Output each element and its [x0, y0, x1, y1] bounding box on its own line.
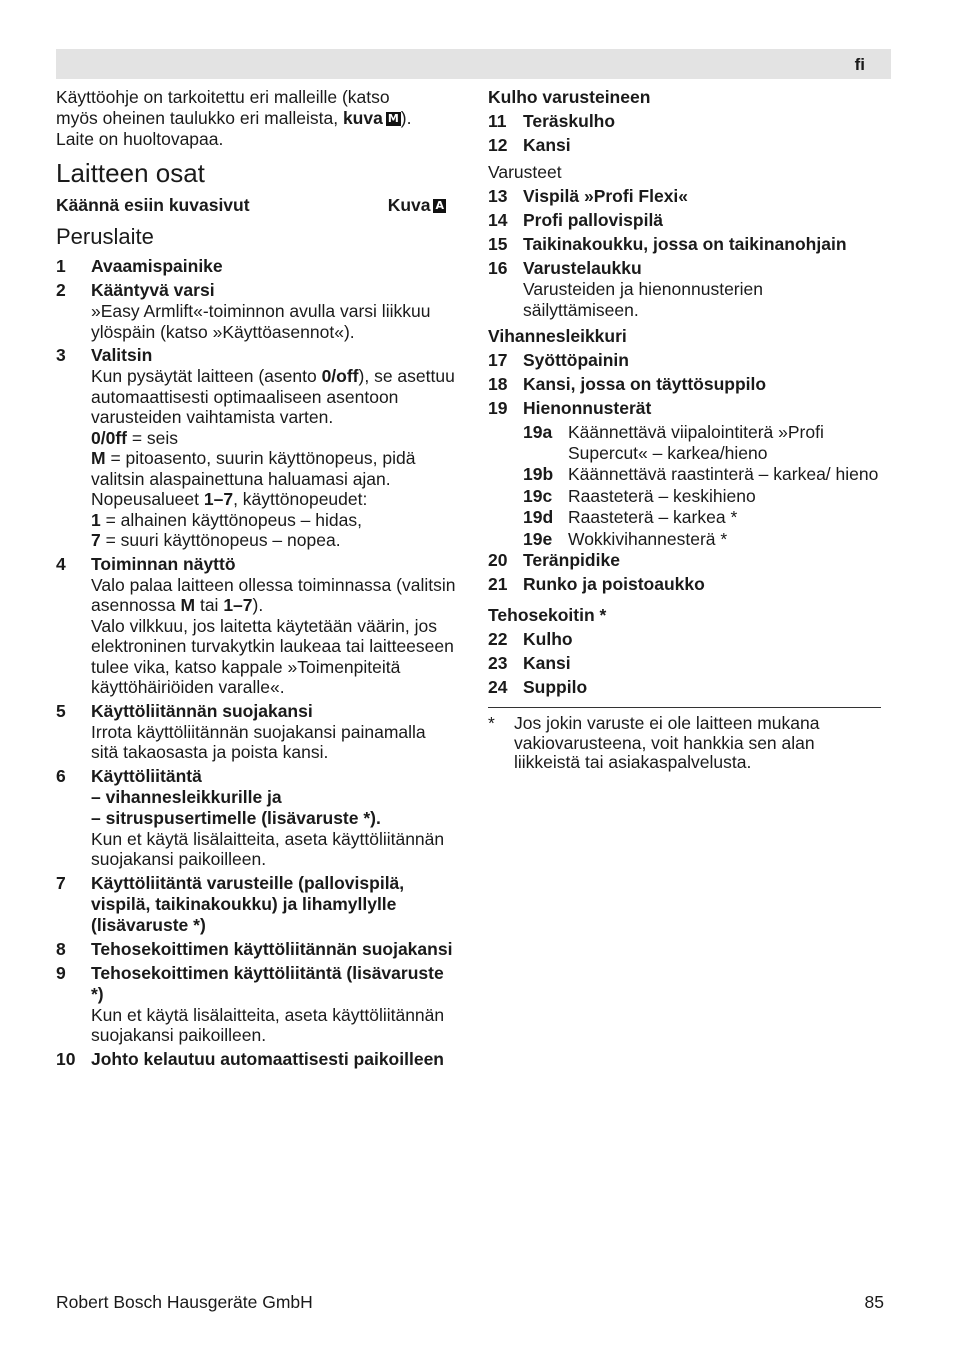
- item-description: [91, 530, 456, 551]
- item-number: 21: [488, 574, 508, 594]
- desc-text: tai: [195, 595, 224, 615]
- list-item: [488, 350, 881, 371]
- item-title: Valitsin: [91, 345, 153, 365]
- item-title: Johto kelautuu automaattisesti paikoilleen: [91, 1048, 444, 1069]
- item-title: Runko ja poistoaukko: [523, 574, 705, 594]
- sub-item-text: Wokkivihannesterä *: [568, 528, 728, 549]
- item-title: Varustelaukku: [523, 258, 642, 278]
- sub-item: [523, 422, 881, 463]
- item-title: Profi pallovispilä: [523, 210, 664, 230]
- foldout-instruction: Käännä esiin kuvasivut: [56, 195, 250, 215]
- figure-label-box: M: [387, 112, 399, 125]
- item-number: 12: [488, 135, 508, 155]
- item-description: Valo vilkkuu, jos laitetta käytetään väärin, jos elektroninen turvakytkin laukeaa tai laitteeseen tulee vika, katso kappale »Toimenpiteitä käyttöhäiriöiden varalle«.: [91, 615, 454, 697]
- footer-company: Robert Bosch Hausgeräte GmbH: [56, 1292, 313, 1312]
- list-item: [488, 111, 881, 132]
- item-description: »Easy Armlift«-toiminnon avulla varsi liikkuu ylöspäin (katso »Käyttöasennot«).: [91, 301, 431, 342]
- page-number: 85: [864, 1292, 884, 1312]
- item-number: 20: [488, 550, 508, 570]
- item-title: – vihannesleikkurille ja: [91, 786, 282, 807]
- list-item: [488, 234, 881, 255]
- item-title: Tehosekoittimen käyttöliitäntä (lisävaruste *): [91, 962, 444, 1004]
- list-item: [488, 258, 881, 320]
- list-item: [488, 653, 881, 674]
- item-title: Kansi: [523, 135, 571, 155]
- item-number: 11: [488, 111, 507, 131]
- list-item: [488, 210, 881, 231]
- desc-emphasis: 7: [91, 530, 101, 550]
- section-heading: Laitteen osat: [56, 158, 205, 188]
- list-item: [56, 554, 456, 698]
- item-number: 6: [56, 765, 66, 786]
- desc-text: ).: [252, 595, 264, 615]
- item-description: [91, 575, 456, 616]
- foldout-row: [56, 195, 456, 216]
- group-heading: Tehosekoitin *: [488, 605, 607, 625]
- item-title: – sitruspusertimelle (lisävaruste *).: [91, 807, 381, 828]
- desc-emphasis: 0/off: [321, 366, 359, 386]
- item-number: 15: [488, 234, 508, 254]
- item-description: [91, 448, 456, 489]
- list-item: [56, 701, 456, 763]
- desc-text: = pitoasento, suurin käyttönopeus, pidä valitsin alaspainettuna haluamasi ajan.: [91, 448, 416, 489]
- item-title: Taikinakoukku, jossa on taikinanohjain: [523, 234, 847, 254]
- intro-line: Laite on huoltovapaa.: [56, 129, 224, 149]
- list-item: [56, 256, 456, 277]
- list-item: [56, 280, 456, 342]
- item-title: Kansi, jossa on täyttösuppilo: [523, 374, 767, 394]
- list-item: [488, 574, 881, 595]
- item-title: Kansi: [523, 653, 571, 673]
- desc-text: ), se asettuu automaattisesti optimaaliseen asentoon varusteiden vaihtamista varten.: [91, 366, 455, 427]
- intro-line: [56, 108, 456, 129]
- list-item: [488, 677, 881, 698]
- list-item: [488, 135, 881, 156]
- group-heading: Vihannesleikkuri: [488, 326, 627, 346]
- list-item: [488, 629, 881, 650]
- item-title: Toiminnan näyttö: [91, 553, 236, 574]
- item-number: 17: [488, 350, 508, 370]
- item-number: 4: [56, 553, 66, 574]
- footnote-text: Jos jokin varuste ei ole laitteen mukana vakiovarusteena, voit hankkia sen alan liikkeistä tai asiakaspalvelusta.: [514, 713, 820, 772]
- subsection-heading: Peruslaite: [56, 224, 154, 249]
- sub-item-number: 19c: [523, 485, 553, 506]
- list-item: [56, 1049, 456, 1070]
- desc-emphasis: 1–7: [203, 489, 234, 509]
- item-title: Kääntyvä varsi: [91, 280, 215, 300]
- item-description: Irrota käyttöliitännän suojakansi painamalla sitä takaosasta ja poista kansi.: [91, 721, 426, 762]
- item-number: 1: [56, 256, 66, 276]
- list-item: [56, 345, 456, 551]
- sub-item-number: 19d: [523, 507, 554, 527]
- sub-item-number: 19b: [523, 464, 554, 484]
- desc-text: Kun pysäytät laitteen (asento: [91, 366, 322, 386]
- intro-paragraph: [56, 87, 456, 150]
- sub-item-text: Raasteterä – keskihieno: [568, 485, 756, 506]
- sub-item-text: Raasteterä – karkea *: [568, 507, 738, 527]
- list-item: [488, 550, 881, 571]
- desc-emphasis: 1: [91, 509, 101, 530]
- item-title: Tehosekoittimen käyttöliitännän suojakansi: [91, 938, 453, 959]
- group-heading: Kulho varusteineen: [488, 87, 651, 107]
- figure-ref: kuva: [342, 108, 383, 128]
- desc-emphasis: 0/0ff: [91, 427, 127, 448]
- figure-label-box: A: [435, 199, 444, 212]
- item-number: 23: [488, 653, 508, 673]
- footnote-divider: [488, 707, 881, 708]
- item-number: 5: [56, 700, 66, 721]
- list-item: [56, 963, 456, 1046]
- desc-text: Valo palaa laitteen ollessa toiminnassa (valitsin asennossa: [91, 574, 456, 615]
- sub-item-text: Käännettävä raastinterä – karkea/ hieno: [568, 464, 879, 484]
- item-number: 16: [488, 258, 508, 278]
- desc-text: = alhainen käyttönopeus – hidas,: [100, 509, 362, 530]
- desc-emphasis: M: [180, 595, 196, 615]
- list-item: [56, 873, 456, 936]
- item-number: 9: [56, 962, 66, 983]
- desc-text: , käyttönopeudet:: [233, 489, 368, 509]
- item-number: 7: [56, 872, 66, 893]
- desc-text: = seis: [126, 427, 179, 448]
- list-item: [488, 374, 881, 395]
- list-item: [56, 939, 456, 960]
- item-description: [91, 366, 456, 428]
- item-title: Käyttöliitäntä varusteille (pallovispilä, vispilä, taikinakoukku) ja lihamyllylle (lisävaruste *): [91, 872, 405, 935]
- item-number: 8: [56, 938, 66, 959]
- item-number: 3: [56, 345, 66, 365]
- item-description: Varusteiden ja hienonnusterien säilyttämiseen.: [523, 279, 763, 320]
- item-title: Hienonnusterät: [523, 398, 652, 418]
- sub-item: [523, 507, 881, 528]
- footnote-mark: *: [488, 713, 495, 733]
- language-code: fi: [854, 55, 865, 74]
- left-column: [56, 87, 456, 1073]
- item-description: Kun et käytä lisälaitteita, aseta käyttöliitännän suojakansi paikoilleen.: [91, 1004, 445, 1045]
- item-number: 10: [56, 1048, 76, 1069]
- item-title: Avaamispainike: [91, 256, 223, 276]
- sub-item: [523, 529, 881, 550]
- item-number: 19: [488, 398, 508, 418]
- item-title: Teräskulho: [523, 111, 616, 131]
- sub-item-number: 19a: [523, 422, 553, 442]
- item-title: Vispilä »Profi Flexi«: [523, 186, 689, 206]
- sub-item-number: 19e: [523, 528, 553, 549]
- sub-item: [523, 464, 881, 485]
- item-title: Käyttöliitännän suojakansi: [91, 700, 313, 721]
- item-description: Kun et käytä lisälaitteita, aseta käyttöliitännän suojakansi paikoilleen.: [91, 828, 445, 869]
- right-column: [488, 87, 881, 773]
- item-description: [91, 489, 456, 510]
- item-number: 14: [488, 210, 508, 230]
- item-number: 2: [56, 280, 66, 300]
- intro-text: ).: [400, 108, 412, 128]
- figure-ref-text: Kuva: [387, 195, 431, 215]
- list-item: [488, 398, 881, 419]
- group-heading: Varusteet: [488, 162, 562, 182]
- intro-line: Käyttöohje on tarkoitettu eri malleille (katso: [56, 87, 390, 107]
- desc-text: = suuri käyttönopeus – nopea.: [100, 530, 341, 550]
- list-item: [488, 186, 881, 207]
- item-number: 13: [488, 186, 508, 206]
- desc-emphasis: M: [91, 448, 106, 468]
- desc-text: Nopeusalueet: [91, 489, 204, 509]
- figure-ref: [388, 195, 446, 216]
- item-number: 18: [488, 374, 508, 394]
- intro-text: myös oheinen taulukko eri malleista,: [56, 108, 343, 128]
- desc-emphasis: 1–7: [223, 595, 253, 615]
- item-description: [91, 510, 456, 531]
- item-title: Teränpidike: [523, 550, 620, 570]
- item-title: Syöttöpainin: [523, 350, 629, 370]
- item-title: Suppilo: [523, 677, 588, 697]
- item-number: 22: [488, 629, 508, 649]
- item-number: 24: [488, 677, 508, 697]
- footnote: [488, 714, 881, 773]
- sub-item-text: Käännettävä viipalointiterä »Profi Supercut« – karkea/hieno: [568, 422, 824, 463]
- list-item: [56, 766, 456, 870]
- item-title: Kulho: [523, 629, 573, 649]
- sub-item: [523, 486, 881, 507]
- item-title: Käyttöliitäntä: [91, 765, 202, 786]
- item-description: [91, 428, 456, 449]
- header-bar: [56, 49, 891, 79]
